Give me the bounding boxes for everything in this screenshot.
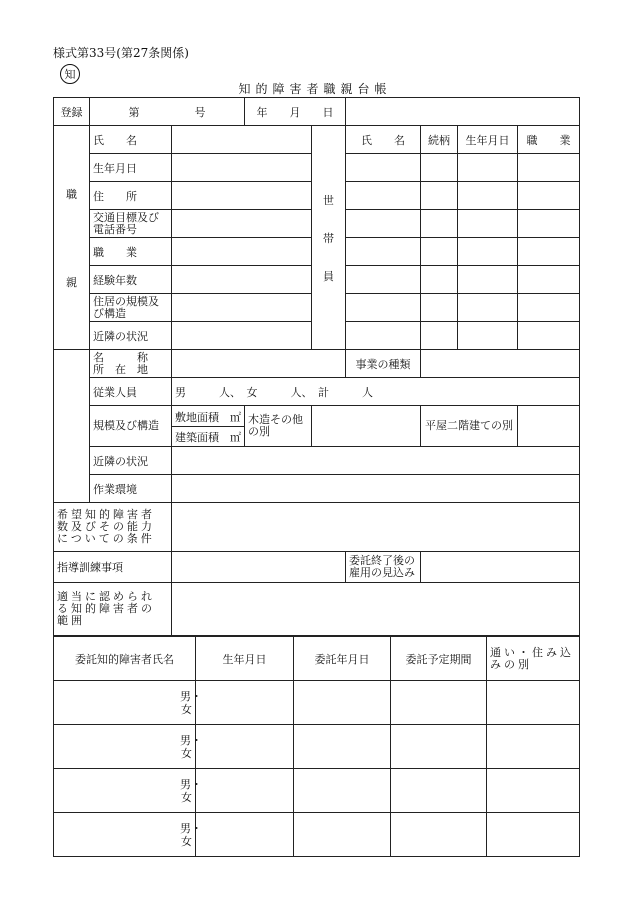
floors-field[interactable]	[518, 406, 580, 447]
shokuoya-house-label: 住居の規模及び構造	[90, 294, 172, 322]
consign-sex-cell[interactable]	[54, 769, 202, 813]
site-area-label: 敷地面積	[175, 410, 219, 424]
building-area-unit: ㎡	[230, 430, 241, 444]
setai-cell[interactable]	[458, 154, 518, 182]
consign-cell[interactable]	[196, 813, 294, 857]
shokuoya-job-field[interactable]	[172, 238, 312, 266]
setai-cell[interactable]	[458, 322, 518, 350]
employees-field[interactable]: 男 人、 女 人、 計 人	[172, 378, 580, 406]
setai-cell[interactable]	[421, 182, 458, 210]
consign-cell[interactable]	[294, 769, 391, 813]
setai-cell[interactable]	[458, 238, 518, 266]
guidance-field[interactable]	[172, 552, 346, 583]
setai-char-1: 世	[323, 193, 334, 207]
consign-cell[interactable]	[196, 681, 294, 725]
guidance-label: 指導訓練事項	[54, 552, 172, 583]
shokuoya-experience-label: 経験年数	[90, 266, 172, 294]
shokuoya-experience-field[interactable]	[172, 266, 312, 294]
business-name-field[interactable]	[172, 350, 346, 378]
setai-cell[interactable]	[518, 322, 580, 350]
setai-cell[interactable]	[346, 210, 421, 238]
wish-field[interactable]	[172, 503, 580, 552]
setai-cell[interactable]	[458, 294, 518, 322]
consign-cell[interactable]	[391, 813, 487, 857]
setai-char-2: 帯	[323, 231, 334, 245]
building-area-label: 建築面積	[175, 430, 219, 444]
area-cell	[172, 406, 245, 447]
setai-cell[interactable]	[421, 266, 458, 294]
setai-cell[interactable]	[458, 182, 518, 210]
consign-cell[interactable]	[487, 769, 580, 813]
consign-header-name: 委託知的障害者氏名	[54, 637, 196, 681]
consign-header-birth: 生年月日	[196, 637, 294, 681]
consign-cell[interactable]	[391, 725, 487, 769]
shokuoya-birth-field[interactable]	[172, 154, 312, 182]
blank-cell	[346, 98, 580, 126]
business-kind-label: 事業の種類	[346, 350, 421, 378]
setai-cell[interactable]	[518, 294, 580, 322]
setai-cell[interactable]	[518, 266, 580, 294]
shokuoya-name-field[interactable]	[172, 126, 312, 154]
consign-cell[interactable]	[391, 681, 487, 725]
business-location-label: 所 在 地	[93, 362, 148, 376]
setai-char-3: 員	[323, 269, 334, 283]
setai-cell[interactable]	[518, 154, 580, 182]
after-label: 委託終了後の雇用の見込み	[346, 552, 421, 583]
floors-label: 平屋二階建ての別	[421, 406, 518, 447]
consign-header-commute: 通い・住み込みの別	[487, 637, 580, 681]
shokuoya-neighbor-field[interactable]	[172, 322, 312, 350]
consign-sex-cell[interactable]	[54, 725, 202, 769]
wood-field[interactable]	[312, 406, 421, 447]
business-name-label: 名 称	[93, 350, 148, 364]
setai-cell[interactable]	[346, 182, 421, 210]
shokuoya-job-label: 職 業	[90, 238, 172, 266]
setai-cell[interactable]	[346, 322, 421, 350]
environment-label: 作業環境	[90, 475, 172, 503]
setai-cell[interactable]	[421, 154, 458, 182]
shokuoya-neighbor-label: 近隣の状況	[90, 322, 172, 350]
setai-cell[interactable]	[421, 238, 458, 266]
register-number-field[interactable]: 第 号	[90, 98, 245, 126]
shokuoya-traffic-field[interactable]	[172, 210, 312, 238]
business-name-location-label	[90, 350, 172, 378]
setai-cell[interactable]	[458, 266, 518, 294]
setai-cell[interactable]	[346, 154, 421, 182]
building-area-row[interactable]	[172, 427, 244, 446]
consign-cell[interactable]	[487, 725, 580, 769]
consign-sex-cell[interactable]	[54, 681, 202, 725]
sex-label: 男・女	[180, 689, 202, 716]
business-side-blank	[54, 350, 90, 503]
setai-cell[interactable]	[421, 210, 458, 238]
employees-label: 従業人員	[90, 378, 172, 406]
register-table	[53, 97, 580, 636]
sex-label: 男・女	[180, 733, 202, 760]
shokuoya-address-label: 住 所	[90, 182, 172, 210]
business-neighbor-field[interactable]	[172, 447, 580, 475]
setai-header-relation: 続柄	[421, 126, 458, 154]
business-kind-field[interactable]	[421, 350, 580, 378]
suitable-label: 適当に認められる知的障害者の範囲	[54, 583, 172, 636]
site-area-unit: ㎡	[230, 410, 241, 424]
consign-cell[interactable]	[294, 813, 391, 857]
setai-cell[interactable]	[518, 210, 580, 238]
sex-label: 男・女	[180, 821, 202, 848]
consign-cell[interactable]	[294, 725, 391, 769]
setai-cell[interactable]	[518, 238, 580, 266]
suitable-field[interactable]	[172, 583, 580, 636]
page-title: 知的障害者職親台帳	[238, 82, 392, 96]
shokuoya-side-label	[54, 126, 90, 350]
consign-header-period: 委託予定期間	[391, 637, 487, 681]
site-area-row[interactable]	[172, 407, 244, 427]
scale-label: 規模及び構造	[90, 406, 172, 447]
consign-cell[interactable]	[487, 681, 580, 725]
setai-cell[interactable]	[346, 238, 421, 266]
setai-side-label	[312, 126, 346, 350]
setai-header-birth: 生年月日	[458, 126, 518, 154]
setai-cell[interactable]	[346, 294, 421, 322]
consign-cell[interactable]	[196, 769, 294, 813]
shokuoya-house-field[interactable]	[172, 294, 312, 322]
shokuoya-char-2: 親	[66, 275, 77, 289]
environment-field[interactable]	[172, 475, 580, 503]
consign-header-date: 委託年月日	[294, 637, 391, 681]
chi-mark-icon: 知	[60, 64, 80, 84]
shokuoya-address-field[interactable]	[172, 182, 312, 210]
sex-label: 男・女	[180, 777, 202, 804]
consignment-table	[53, 636, 580, 857]
shokuoya-name-label: 氏 名	[90, 126, 172, 154]
after-field[interactable]	[421, 552, 580, 583]
setai-cell[interactable]	[518, 182, 580, 210]
business-neighbor-label: 近隣の状況	[90, 447, 172, 475]
setai-cell[interactable]	[346, 266, 421, 294]
wood-label: 木造その他の別	[245, 406, 312, 447]
register-date-field[interactable]: 年 月 日	[245, 98, 346, 126]
wish-label: 希望知的障害者数及びその能力についての条件	[54, 503, 172, 552]
consign-cell[interactable]	[294, 681, 391, 725]
setai-cell[interactable]	[421, 294, 458, 322]
consign-cell[interactable]	[391, 769, 487, 813]
consign-sex-cell[interactable]	[54, 813, 202, 857]
consign-cell[interactable]	[196, 725, 294, 769]
form-number: 様式第33号(第27条関係)	[53, 46, 189, 60]
setai-header-name: 氏 名	[346, 126, 421, 154]
consign-cell[interactable]	[487, 813, 580, 857]
shokuoya-birth-label: 生年月日	[90, 154, 172, 182]
shokuoya-traffic-label: 交通目標及び電話番号	[90, 210, 172, 238]
setai-cell[interactable]	[458, 210, 518, 238]
setai-header-job: 職 業	[518, 126, 580, 154]
register-label: 登録	[54, 98, 90, 126]
setai-cell[interactable]	[421, 322, 458, 350]
shokuoya-char-1: 職	[66, 187, 77, 201]
